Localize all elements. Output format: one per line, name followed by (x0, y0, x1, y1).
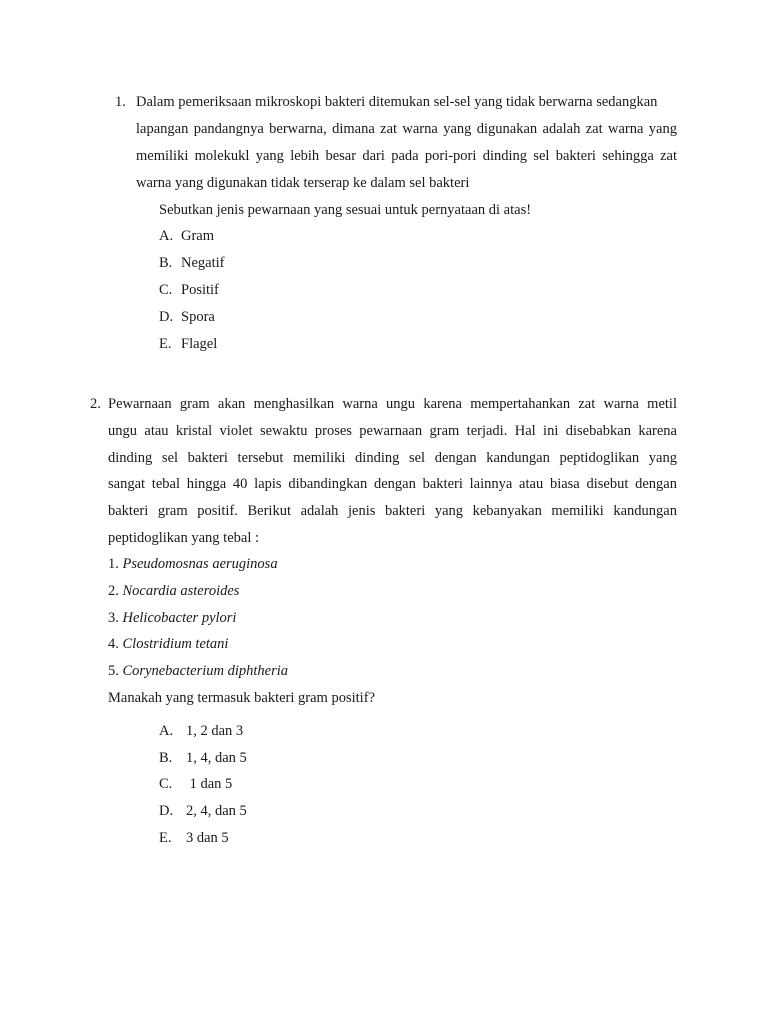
q1-stem-line: memiliki molekukl yang lebih besar dari pada pori-pori dinding sel bakteri sehingga zat (136, 148, 677, 164)
option-text: Gram (181, 228, 215, 244)
q2-stem-line: ungu atau kristal violet sewaktu proses pewarnaan gram terjadi. Hal ini disebabkan karena (108, 423, 677, 439)
bacteria-name: Clostridium tetani (122, 636, 229, 652)
q2-stem-line: bakteri gram positif. Berikut adalah jenis bakteri yang kebanyakan memiliki kandungan (108, 503, 677, 519)
bacteria-list-item (108, 609, 236, 627)
option-text: 1, 2 dan 3 (186, 723, 244, 739)
option-letter: B. (159, 750, 173, 766)
bacteria-list-item (108, 582, 239, 600)
option-letter: D. (159, 803, 174, 819)
q2-stem-line: Pewarnaan gram akan menghasilkan warna ungu karena mempertahankan zat warna metil (108, 396, 677, 412)
option-text: Positif (181, 282, 219, 298)
q1-option-c (159, 281, 219, 299)
q2-option-a (159, 722, 243, 740)
q1-option-d (159, 308, 215, 326)
q2-number: 2. (90, 396, 101, 412)
option-letter: E. (159, 830, 172, 846)
q1-number: 1. (115, 94, 126, 110)
q2-option-d (159, 802, 247, 820)
bacteria-list-item (108, 555, 278, 573)
q1-stem-line: lapangan pandangnya berwarna, dimana zat warna yang digunakan adalah zat warna yang (136, 121, 677, 137)
bacteria-list-item (108, 662, 288, 680)
bacteria-list-item (108, 635, 228, 653)
option-letter: A. (159, 723, 174, 739)
bacteria-number: 5. (108, 663, 119, 679)
option-text: Negatif (181, 255, 225, 271)
option-text: Spora (181, 309, 215, 325)
bacteria-number: 4. (108, 636, 119, 652)
q2-option-c (159, 775, 232, 793)
option-letter: D. (159, 309, 174, 325)
q2-stem-line: sangat tebal hingga 40 lapis dibandingkan dengan bakteri lainnya atau biasa disebut dengan (108, 476, 677, 492)
bacteria-number: 1. (108, 556, 119, 572)
option-text: 3 dan 5 (186, 830, 229, 846)
q1-option-a (159, 227, 214, 245)
q2-prompt: Manakah yang termasuk bakteri gram positif? (108, 690, 375, 706)
q1-option-b (159, 254, 224, 272)
option-text: 1, 4, dan 5 (186, 750, 247, 766)
q2-option-b (159, 749, 247, 767)
bacteria-number: 2. (108, 583, 119, 599)
option-text: 1 dan 5 (186, 776, 233, 792)
bacteria-name: Helicobacter pylori (122, 610, 237, 626)
option-letter: A. (159, 228, 174, 244)
bacteria-number: 3. (108, 610, 119, 626)
option-letter: C. (159, 776, 173, 792)
q2-option-e (159, 829, 229, 847)
q1-stem-line: warna yang digunakan tidak terserap ke dalam sel bakteri (136, 175, 470, 191)
q2-stem-line: peptidoglikan yang tebal : (108, 530, 260, 546)
option-text: 2, 4, dan 5 (186, 803, 247, 819)
bacteria-name: Corynebacterium diphtheria (122, 663, 289, 679)
bacteria-name: Pseudomosnas aeruginosa (122, 556, 278, 572)
q1-prompt: Sebutkan jenis pewarnaan yang sesuai untuk pernyataan di atas! (159, 202, 532, 218)
q2-stem-line: dinding sel bakteri tersebut memiliki dinding sel dengan kandungan peptidoglikan yang (108, 450, 677, 466)
option-text: Flagel (181, 336, 218, 352)
option-letter: C. (159, 282, 173, 298)
bacteria-name: Nocardia asteroides (122, 583, 240, 599)
option-letter: B. (159, 255, 173, 271)
q1-option-e (159, 335, 217, 353)
option-letter: E. (159, 336, 172, 352)
q1-stem-line: Dalam pemeriksaan mikroskopi bakteri ditemukan sel-sel yang tidak berwarna sedangkan (136, 94, 658, 110)
